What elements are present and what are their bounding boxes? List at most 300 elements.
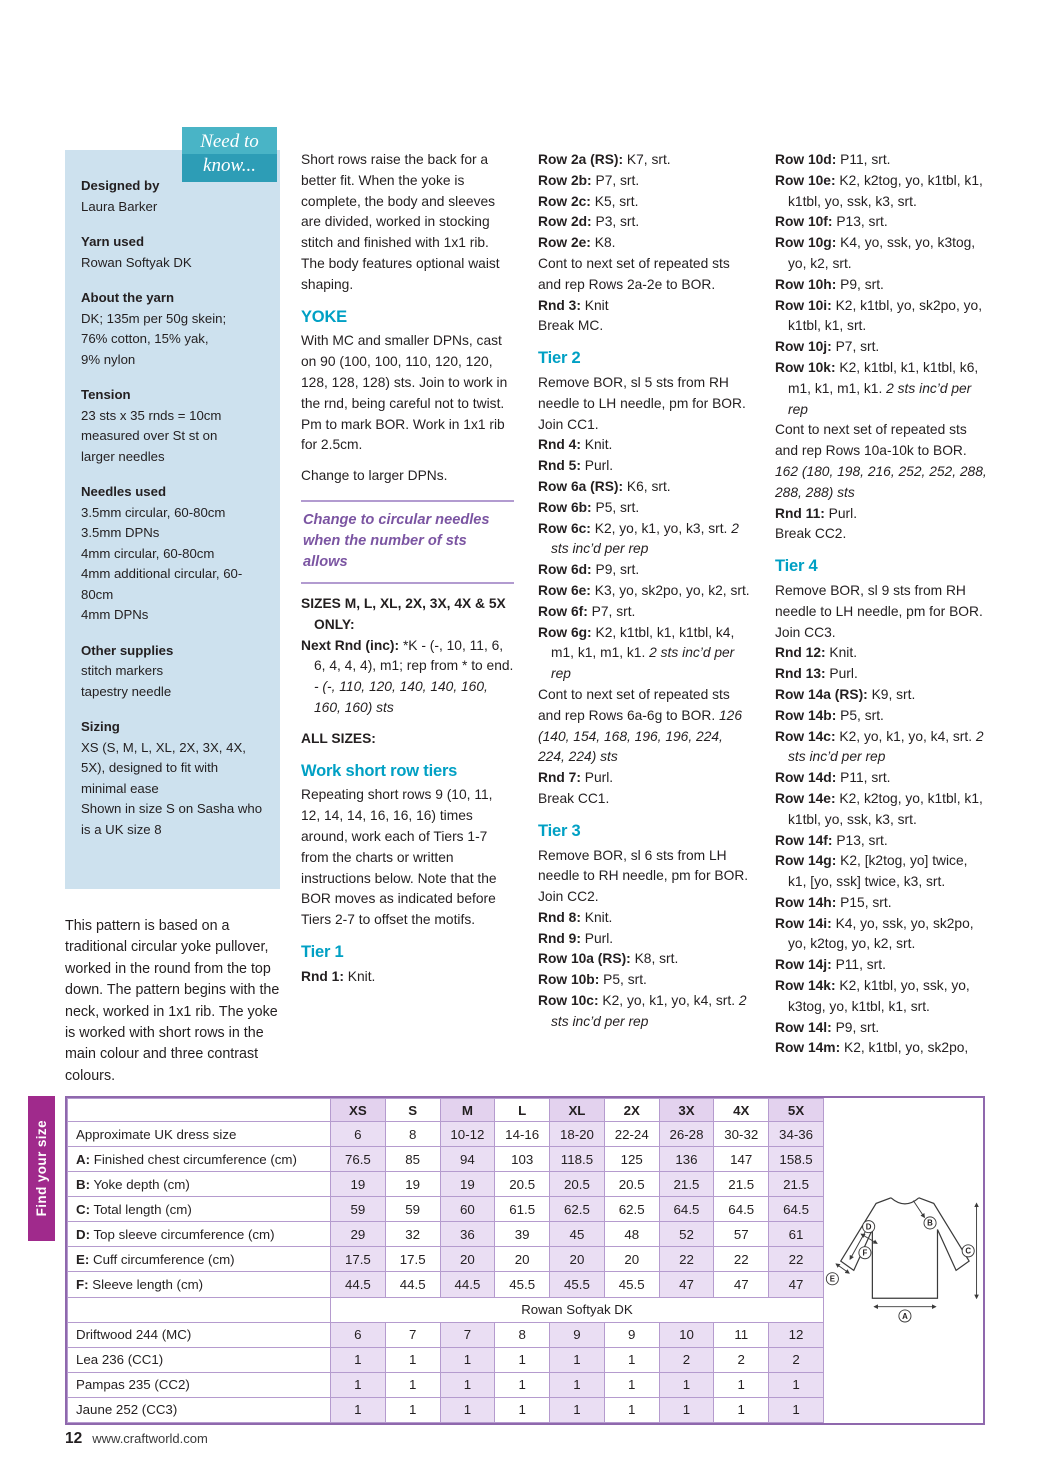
value-cell: 12 <box>769 1322 824 1347</box>
section-heading: Tier 4 <box>775 557 818 576</box>
website-url: www.craftworld.com <box>92 1431 208 1446</box>
text-run: *K - (-, 10, 11, 6, 6, 4, 4, 4), m1; rep from * to end. <box>314 637 514 674</box>
section-heading: Tier 1 <box>301 942 344 961</box>
value-cell: 61 <box>769 1222 824 1247</box>
value-cell: 103 <box>495 1147 550 1172</box>
value-cell: 20 <box>604 1247 659 1272</box>
sidebar-text-line: 4mm DPNs <box>81 607 149 622</box>
size-table <box>67 1098 824 1423</box>
pattern-text <box>538 581 751 602</box>
pattern-text <box>538 991 751 1033</box>
value-cell: 20.5 <box>604 1172 659 1197</box>
value-cell: 47 <box>659 1272 714 1297</box>
row-letter: C: <box>76 1201 91 1217</box>
text-run: Row 14f: <box>775 832 833 848</box>
sidebar-sections <box>81 176 264 840</box>
designer-note: Change to circular needles when the number of sts allows <box>301 500 514 584</box>
column-2 <box>301 150 514 988</box>
table-row <box>68 1197 824 1222</box>
text-run: P7, srt. <box>587 603 636 619</box>
row-label-cell: Pampas 235 (CC2) <box>68 1372 331 1397</box>
text-run: P11, srt. <box>831 957 886 973</box>
sidebar-text-line: XS (S, M, L, XL, 2X, 3X, 4X, 5X), designed to fit with minimal ease <box>81 739 246 796</box>
value-cell: 10 <box>659 1322 714 1347</box>
text-run: K4, yo, ssk, yo, k3tog, yo, k2, srt. <box>788 235 976 271</box>
text-run: K6, srt. <box>623 478 671 494</box>
value-cell: 1 <box>550 1347 605 1372</box>
value-cell: 1 <box>495 1372 550 1397</box>
pattern-text <box>775 524 988 545</box>
yarn-row <box>68 1322 824 1347</box>
value-cell: 47 <box>714 1272 769 1297</box>
value-cell: 59 <box>385 1197 440 1222</box>
text-run: Row 14j: <box>775 957 832 973</box>
value-cell: 59 <box>331 1197 386 1222</box>
text-run: Rnd 4: <box>538 437 581 453</box>
text-run: Knit <box>580 297 609 313</box>
value-cell: 20 <box>495 1247 550 1272</box>
value-cell: 1 <box>331 1372 386 1397</box>
pattern-text <box>775 955 988 976</box>
value-cell: 1 <box>385 1372 440 1397</box>
sweater-schematic-diagram <box>824 1173 984 1338</box>
row-letter: B: <box>76 1176 91 1192</box>
text-run: SIZES M, L, XL, 2X, 3X, 4X & 5X ONLY: <box>301 595 506 632</box>
intro-paragraph: This pattern is based on a traditional circular yoke pullover, worked in the round from the top down. The pattern begins with the neck, worked in 1x1 rib. The yoke is worked with short rows in the main colour and three contrast colours. <box>65 918 280 1084</box>
text-run: Knit. <box>580 437 613 453</box>
text-run: Change to larger DPNs. <box>301 468 448 484</box>
pattern-text <box>538 560 751 581</box>
yarn-row <box>68 1372 824 1397</box>
text-run: P3, srt. <box>591 214 640 230</box>
value-cell: 1 <box>659 1397 714 1422</box>
text-run: P5, srt. <box>836 707 884 723</box>
value-cell: 20 <box>440 1247 495 1272</box>
pattern-text <box>301 785 514 931</box>
text-run: K9, srt. <box>867 686 916 702</box>
value-cell: 21.5 <box>714 1172 769 1197</box>
text-run: K7, srt. <box>623 152 671 167</box>
sidebar-section-heading: About the yarn <box>81 290 175 305</box>
sidebar-section-heading: Designed by <box>81 178 160 193</box>
text-run: Row 14e: <box>775 790 836 806</box>
value-cell: 61.5 <box>495 1197 550 1222</box>
text-run: 162 (180, 198, 216, 252, 252, 288, 288, 288) sts <box>775 463 987 500</box>
pattern-info-sidebar <box>65 150 280 889</box>
text-run: Row 14c: <box>775 728 836 744</box>
value-cell: 1 <box>769 1372 824 1397</box>
pattern-text <box>538 171 751 192</box>
text-run: Next Rnd (inc): <box>301 637 400 653</box>
text-run: P13, srt. <box>832 214 888 230</box>
size-header-cell: XS <box>331 1099 386 1122</box>
sweater-diagram-area <box>824 1098 983 1423</box>
text-run: K2, k1tbl, yo, sk2po, <box>840 1040 969 1056</box>
value-cell: 17.5 <box>385 1247 440 1272</box>
value-cell: 21.5 <box>769 1172 824 1197</box>
text-run: Purl. <box>824 505 858 521</box>
value-cell: 57 <box>714 1222 769 1247</box>
pattern-text <box>775 150 988 171</box>
text-run: 2 sts inc’d per rep <box>551 993 747 1029</box>
row-label-cell: C: Total length (cm) <box>68 1197 331 1222</box>
text-run: Row 10g: <box>775 235 837 251</box>
table-header-row <box>68 1099 824 1122</box>
pattern-text <box>775 664 988 685</box>
sidebar-section <box>81 717 264 840</box>
text-run: K2, yo, k1, yo, k4, srt. <box>598 993 739 1009</box>
text-run: Row 6a (RS): <box>538 478 624 494</box>
text-run: K2, k1tbl, k1, k1tbl, k4, m1, k1, m1, k1. <box>551 624 735 661</box>
text-run: Row 14b: <box>775 707 837 723</box>
section-heading: Tier 3 <box>538 821 581 840</box>
pattern-text <box>538 908 751 929</box>
pattern-text <box>301 466 514 487</box>
table-row <box>68 1122 824 1147</box>
find-your-size-label: Find your size <box>34 1120 49 1217</box>
pattern-text <box>538 846 751 908</box>
value-cell: 158.5 <box>769 1147 824 1172</box>
pattern-text <box>775 914 988 956</box>
value-cell: 11 <box>714 1322 769 1347</box>
pattern-text <box>775 275 988 296</box>
sidebar-text-line: 4mm additional circular, 60-80cm <box>81 566 243 602</box>
value-cell: 64.5 <box>659 1197 714 1222</box>
text-run: P11, srt. <box>836 152 891 167</box>
text-run: K2, k2tog, yo, k1tbl, k1, k1tbl, yo, ssk, k3, srt. <box>788 790 983 827</box>
pattern-text <box>775 851 988 893</box>
text-run: Row 14l: <box>775 1019 832 1035</box>
value-cell: 18-20 <box>550 1122 605 1147</box>
value-cell: 44.5 <box>385 1272 440 1297</box>
value-cell: 36 <box>440 1222 495 1247</box>
pattern-text <box>538 192 751 213</box>
size-header-cell: M <box>440 1099 495 1122</box>
value-cell: 9 <box>604 1322 659 1347</box>
text-run: Remove BOR, sl 6 sts from LH needle to RH needle, pm for BOR. Join CC2. <box>538 847 749 905</box>
value-cell: 62.5 <box>550 1197 605 1222</box>
pattern-text <box>538 970 751 991</box>
text-run: Row 6c: <box>538 520 591 536</box>
diagram-label-f <box>859 1247 871 1259</box>
value-cell: 2 <box>714 1347 769 1372</box>
text-run: Cont to next set of repeated sts and rep Rows 6a-6g to BOR. <box>538 686 730 723</box>
pattern-text <box>538 296 751 317</box>
text-run: Row 10a (RS): <box>538 951 631 967</box>
text-run: P7, srt. <box>831 339 880 355</box>
pattern-text <box>538 519 751 561</box>
row-letter: A: <box>76 1151 91 1167</box>
text-run: K8, srt. <box>630 951 679 967</box>
value-cell: 1 <box>440 1347 495 1372</box>
pattern-text <box>775 643 988 664</box>
pattern-text <box>775 171 988 213</box>
sidebar-text-line: Laura Barker <box>81 198 158 214</box>
text-run: - (-, 110, 120, 140, 140, 160, 160, 160) sts <box>314 679 488 715</box>
value-cell: 76.5 <box>331 1147 386 1172</box>
svg-text:F: F <box>862 1248 868 1258</box>
text-run: Rnd 7: <box>538 770 581 786</box>
sidebar-text-line: Shown in size S on Sasha who is a UK size 8 <box>81 801 263 837</box>
text-run: Row 2a (RS): <box>538 152 624 167</box>
sidebar-section-heading: Sizing <box>81 719 120 734</box>
pattern-text <box>301 967 514 988</box>
value-cell: 19 <box>440 1172 495 1197</box>
size-header-cell: XL <box>550 1099 605 1122</box>
sidebar-section <box>81 385 264 467</box>
row-label-cell: A: Finished chest circumference (cm) <box>68 1147 331 1172</box>
value-cell: 1 <box>440 1397 495 1422</box>
pattern-text <box>775 296 988 338</box>
pattern-text <box>301 594 514 636</box>
table-row <box>68 1247 824 1272</box>
text-run: 2 sts inc’d per rep <box>551 520 739 557</box>
text-run: Rnd 9: <box>538 930 581 946</box>
value-cell: 21.5 <box>659 1172 714 1197</box>
diagram-label-d <box>863 1221 875 1233</box>
section-heading: YOKE <box>301 307 347 326</box>
sidebar-section <box>81 641 264 703</box>
table-row <box>68 1222 824 1247</box>
pattern-text <box>538 623 751 685</box>
value-cell: 1 <box>714 1397 769 1422</box>
svg-text:A: A <box>902 1311 908 1321</box>
size-header-cell: 2X <box>604 1099 659 1122</box>
text-run: Row 2b: <box>538 172 592 188</box>
value-cell: 136 <box>659 1147 714 1172</box>
sidebar-text-line: stitch markers <box>81 663 164 678</box>
row-label-cell: Driftwood 244 (MC) <box>68 1322 331 1347</box>
pattern-text <box>775 1038 988 1059</box>
column-4 <box>775 150 988 1059</box>
text-run: Rnd 13: <box>775 666 826 682</box>
pattern-text <box>775 789 988 831</box>
text-run: Row 6g: <box>538 624 592 640</box>
sidebar-section-heading: Yarn used <box>81 234 145 249</box>
text-run: P11, srt. <box>836 770 891 786</box>
size-table-section <box>65 1096 985 1425</box>
text-run: K5, srt. <box>590 193 639 209</box>
text-run: Knit. <box>825 645 858 661</box>
diagram-label-a <box>899 1310 911 1322</box>
pattern-text <box>775 420 988 503</box>
pattern-text <box>538 602 751 623</box>
pattern-text <box>301 331 514 456</box>
text-run: Rnd 5: <box>538 458 581 474</box>
value-cell: 1 <box>495 1347 550 1372</box>
pattern-text <box>538 477 751 498</box>
text-run: P5, srt. <box>599 972 647 988</box>
text-run: Cont to next set of repeated sts and rep Rows 10a-10k to BOR. <box>775 422 967 459</box>
text-run: Row 10c: <box>538 993 599 1009</box>
text-run: Row 10i: <box>775 297 832 313</box>
value-cell: 10-12 <box>440 1122 495 1147</box>
page-footer <box>65 1430 208 1448</box>
text-run: K2, yo, k1, yo, k4, srt. <box>835 728 976 744</box>
value-cell: 64.5 <box>769 1197 824 1222</box>
sidebar-section-heading: Needles used <box>81 484 167 499</box>
text-run: 2 sts inc’d per rep <box>788 380 972 417</box>
value-cell: 1 <box>385 1347 440 1372</box>
pattern-text <box>775 504 988 525</box>
text-run: K3, yo, sk2po, yo, k2, srt. <box>590 582 750 598</box>
table-row <box>68 1272 824 1297</box>
value-cell: 1 <box>604 1372 659 1397</box>
svg-text:E: E <box>829 1274 836 1284</box>
pattern-text <box>538 373 751 435</box>
value-cell: 85 <box>385 1147 440 1172</box>
column-3 <box>538 150 751 1033</box>
value-cell: 14-16 <box>495 1122 550 1147</box>
text-run: K2, k1tbl, k1, k1tbl, k6, m1, k1, m1, k1. <box>788 359 979 396</box>
sidebar-section <box>81 288 264 370</box>
badge-text-line1: Need to <box>182 127 277 154</box>
text-run: K8. <box>590 235 616 251</box>
pattern-text <box>301 150 514 296</box>
text-run: Row 10f: <box>775 214 833 230</box>
text-run: Row 6d: <box>538 562 592 578</box>
value-cell: 26-28 <box>659 1122 714 1147</box>
value-cell: 1 <box>550 1372 605 1397</box>
text-run: P7, srt. <box>591 172 640 188</box>
text-run: Rnd 8: <box>538 909 581 925</box>
row-label-cell: D: Top sleeve circumference (cm) <box>68 1222 331 1247</box>
value-cell: 60 <box>440 1197 495 1222</box>
value-cell: 22 <box>659 1247 714 1272</box>
value-cell: 1 <box>769 1397 824 1422</box>
value-cell: 64.5 <box>714 1197 769 1222</box>
value-cell: 19 <box>331 1172 386 1197</box>
value-cell: 22 <box>769 1247 824 1272</box>
text-run: Cont to next set of repeated sts and rep Rows 2a-2e to BOR. <box>538 255 730 292</box>
row-letter: E: <box>76 1251 90 1267</box>
text-run: K2, k1tbl, yo, sk2po, yo, k1tbl, k1, srt. <box>788 297 983 334</box>
value-cell: 44.5 <box>331 1272 386 1297</box>
text-run: Row 14a (RS): <box>775 686 868 702</box>
pattern-text <box>538 456 751 477</box>
text-run: 126 (140, 154, 168, 196, 196, 224, 224, 224) sts <box>538 707 743 765</box>
text-run: Purl. <box>580 458 614 474</box>
value-cell: 147 <box>714 1147 769 1172</box>
value-cell: 1 <box>385 1397 440 1422</box>
text-run: Row 6f: <box>538 603 588 619</box>
text-run: P5, srt. <box>591 499 640 515</box>
diagram-label-e <box>826 1273 838 1285</box>
value-cell: 32 <box>385 1222 440 1247</box>
pattern-text <box>538 150 751 171</box>
table-corner-cell <box>68 1099 331 1122</box>
text-run: P13, srt. <box>832 832 888 848</box>
text-run: Break CC2. <box>775 526 847 542</box>
sidebar-text-line: 9% nylon <box>81 351 136 367</box>
value-cell: 30-32 <box>714 1122 769 1147</box>
row-letter: D: <box>76 1226 91 1242</box>
text-run: ALL SIZES: <box>301 730 376 746</box>
sidebar-section-heading: Tension <box>81 387 131 402</box>
sidebar-text-line: 23 sts x 35 rnds = 10cm <box>81 407 222 423</box>
pattern-text <box>538 212 751 233</box>
value-cell: 1 <box>440 1372 495 1397</box>
sidebar-section-heading: Other supplies <box>81 642 174 658</box>
row-label-cell <box>68 1297 331 1322</box>
text-run: P15, srt. <box>836 894 892 910</box>
value-cell: 6 <box>331 1122 386 1147</box>
text-run: Purl. <box>825 666 858 682</box>
value-cell: 45.5 <box>604 1272 659 1297</box>
text-run: Rnd 3: <box>538 297 581 313</box>
svg-text:D: D <box>865 1222 872 1232</box>
value-cell: 94 <box>440 1147 495 1172</box>
pattern-text <box>301 636 514 719</box>
badge-text-line2: know... <box>182 154 277 182</box>
text-run: Short rows raise the back for a better fit. When the yoke is complete, the body and sleeves are divided, worked in stocking stitch and finished with 1x1 rib. The body features optional waist shaping. <box>301 152 500 292</box>
pattern-text <box>775 337 988 358</box>
pattern-text <box>775 233 988 275</box>
pattern-text <box>775 831 988 852</box>
need-to-know-badge <box>182 127 277 182</box>
text-run: Rnd 12: <box>775 645 826 661</box>
value-cell: 39 <box>495 1222 550 1247</box>
sidebar-section <box>81 232 264 273</box>
value-cell: 52 <box>659 1222 714 1247</box>
size-header-cell: 4X <box>714 1099 769 1122</box>
text-run: Row 14h: <box>775 894 837 910</box>
pattern-text <box>538 768 751 789</box>
sidebar-text-line: 76% cotton, 15% yak, <box>81 331 209 346</box>
size-header-cell: 3X <box>659 1099 714 1122</box>
sidebar-text-line: Rowan Softyak DK <box>81 254 192 270</box>
text-run: Row 14d: <box>775 770 837 786</box>
svg-text:B: B <box>927 1218 933 1228</box>
value-cell: 47 <box>769 1272 824 1297</box>
value-cell: 44.5 <box>440 1272 495 1297</box>
find-your-size-tab <box>28 1096 55 1241</box>
value-cell: 20 <box>550 1247 605 1272</box>
text-run: Row 2c: <box>538 193 591 209</box>
text-run: Row 10e: <box>775 172 836 188</box>
yarn-row <box>68 1397 824 1422</box>
pattern-text <box>775 212 988 233</box>
sidebar-text-line: DK; 135m per 50g skein; <box>81 310 227 326</box>
page-number: 12 <box>65 1430 83 1447</box>
value-cell: 19 <box>385 1172 440 1197</box>
text-run: Row 14g: <box>775 853 837 869</box>
size-header-cell: 5X <box>769 1099 824 1122</box>
pattern-text <box>538 685 751 768</box>
value-cell: 1 <box>331 1347 386 1372</box>
row-label-cell: Lea 236 (CC1) <box>68 1347 331 1372</box>
row-label-cell: E: Cuff circumference (cm) <box>68 1247 331 1272</box>
text-run: Remove BOR, sl 5 sts from RH needle to LH needle, pm for BOR. Join CC1. <box>538 374 746 432</box>
value-cell: 2 <box>769 1347 824 1372</box>
pattern-text <box>538 316 751 337</box>
pattern-text <box>775 358 988 420</box>
value-cell: 34-36 <box>769 1122 824 1147</box>
text-run: Rnd 1: <box>301 968 344 984</box>
text-run: P9, srt. <box>836 276 884 292</box>
value-cell: 22-24 <box>604 1122 659 1147</box>
section-heading: Tier 2 <box>538 349 581 368</box>
pattern-text <box>301 729 514 750</box>
text-run: Row 14i: <box>775 915 832 931</box>
pattern-text <box>538 254 751 296</box>
value-cell: 45.5 <box>550 1272 605 1297</box>
sidebar-text-line: 3.5mm circular, 60-80cm <box>81 504 226 520</box>
text-run: Row 10k: <box>775 359 836 375</box>
sidebar-text-line: measured over St st on <box>81 428 218 443</box>
text-run: Break MC. <box>538 318 604 334</box>
pattern-text <box>775 893 988 914</box>
